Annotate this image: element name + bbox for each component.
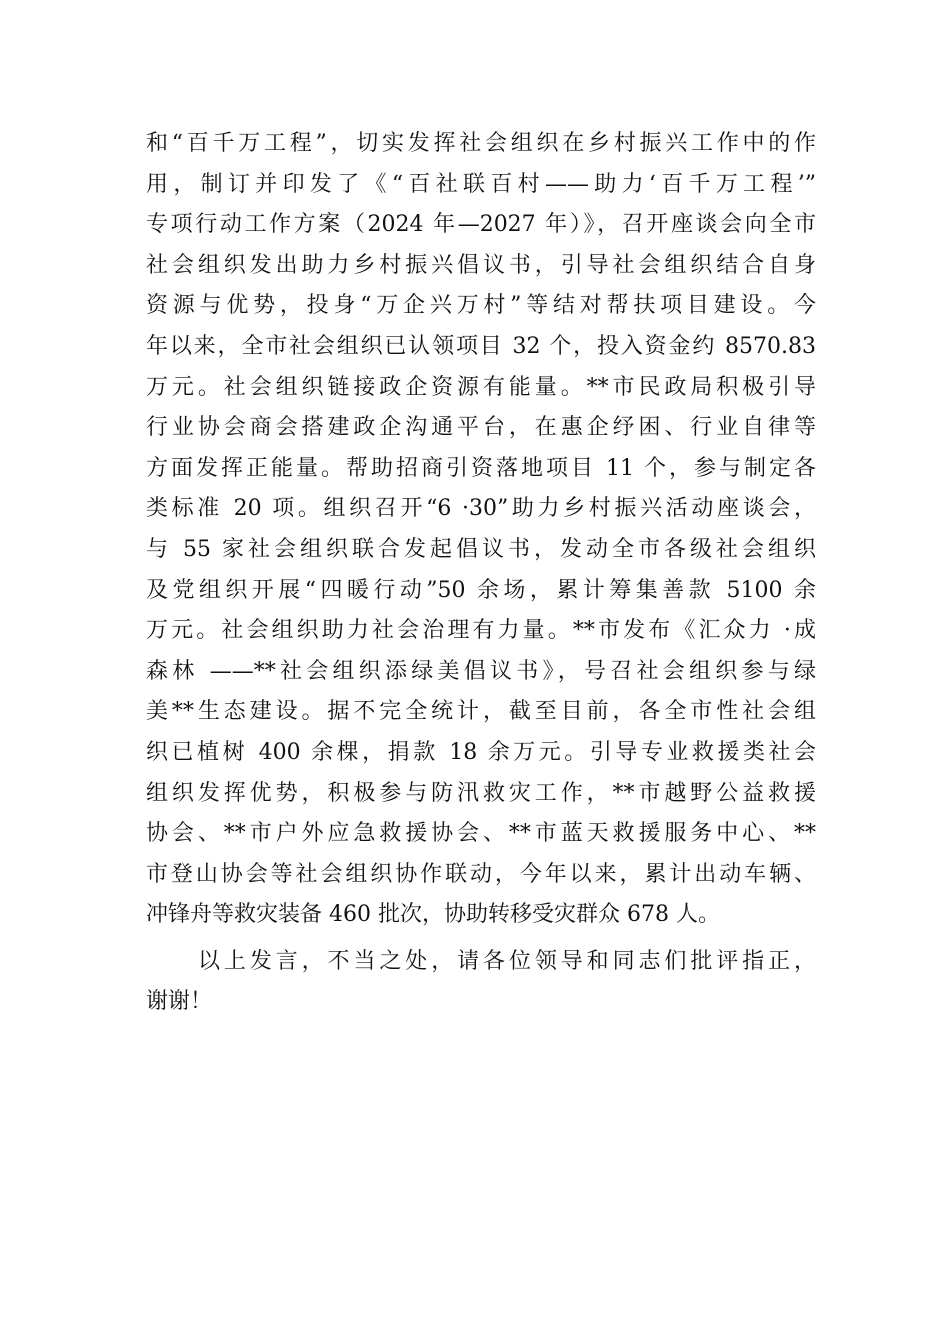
text-line: 方面发挥正能量。帮助招商引资落地项目 11 个，参与制定各	[146, 455, 816, 481]
text-line: 专项行动工作方案（2024 年—2027 年）》，召开座谈会向全市	[146, 212, 816, 238]
text-line: 市登山协会等社会组织协作联动，今年以来，累计出动车辆、	[146, 861, 816, 887]
text-line: 行业协会商会搭建政企沟通平台，在惠企纾困、行业自律等	[146, 415, 816, 441]
text-line: 社会组织发出助力乡村振兴倡议书，引导社会组织结合自身	[146, 252, 816, 278]
text-line: 用，制订并印发了《“百社联百村——助力‘百千万工程’”	[146, 171, 816, 197]
text-line: 年以来，全市社会组织已认领项目 32 个，投入资金约 8570.83	[146, 333, 816, 359]
text-line: 和“百千万工程”，切实发挥社会组织在乡村振兴工作中的作	[146, 131, 816, 156]
paragraph-closing-remarks	[146, 942, 816, 1023]
text-line: 谢谢！	[146, 989, 213, 1015]
text-line: 万元。社会组织助力社会治理有力量。**市发布《汇众力 ·成	[146, 618, 816, 644]
text-line: 以上发言，不当之处，请各位领导和同志们批评指正，	[198, 948, 816, 974]
text-line: 协会、**市户外应急救援协会、**市蓝天救援服务中心、**	[146, 821, 816, 847]
text-line: 及党组织开展“四暖行动”50 余场，累计筹集善款 5100 余	[146, 577, 816, 603]
text-line: 森林 ——**社会组织添绿美倡议书》，号召社会组织参与绿	[146, 658, 816, 684]
document-body	[146, 124, 816, 1023]
text-line: 类标准 20 项。组织召开“6 ·30”助力乡村振兴活动座谈会，	[146, 496, 816, 522]
text-line: 万元。社会组织链接政企资源有能量。**市民政局积极引导	[146, 374, 816, 400]
paragraph-social-org-achievements	[146, 124, 816, 936]
text-line: 美**生态建设。据不完全统计，截至目前，各全市性社会组	[146, 699, 816, 725]
text-line: 组织发挥优势，积极参与防汛救灾工作，**市越野公益救援	[146, 780, 816, 806]
text-line: 织已植树 400 余棵，捐款 18 余万元。引导专业救援类社会	[146, 739, 816, 765]
text-line: 资源与优势，投身“万企兴万村”等结对帮扶项目建设。今	[146, 293, 816, 319]
text-line: 冲锋舟等救灾装备 460 批次，协助转移受灾群众 678 人。	[146, 902, 720, 928]
text-line: 与 55 家社会组织联合发起倡议书，发动全市各级社会组织	[146, 536, 816, 562]
